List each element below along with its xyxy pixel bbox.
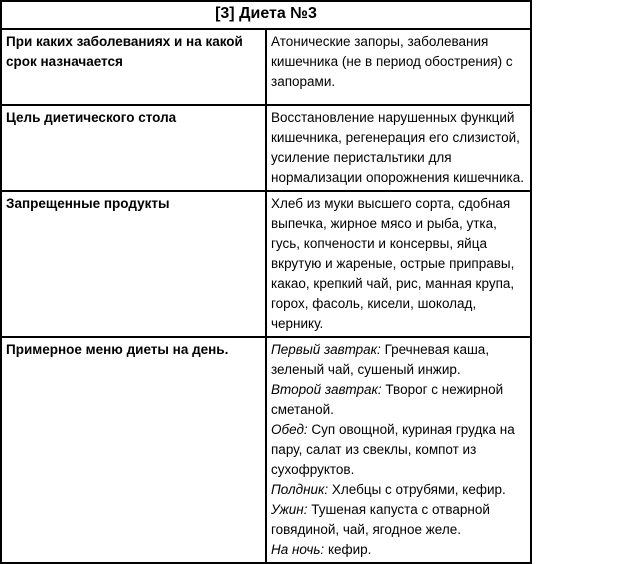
meal-dish: кефир. <box>324 542 372 557</box>
row-label-forbidden: Запрещенные продукты <box>1 191 266 337</box>
table-row <box>1 105 531 191</box>
table-row <box>1 29 531 105</box>
meal-label: Обед: <box>271 422 308 437</box>
menu-item-breakfast-1 <box>271 340 526 380</box>
meal-dish: Тушеная капуста с отварной говядиной, чай, ягодное желе. <box>271 502 490 537</box>
meal-label: Полдник: <box>271 482 329 497</box>
meal-label: Первый завтрак: <box>271 342 381 357</box>
table-row <box>1 337 531 563</box>
row-label-indications: При каких заболеваниях и на какой срок назначается <box>1 29 266 105</box>
meal-dish: Гречневая каша, зеленый чай, сушеный инжир. <box>271 342 490 377</box>
meal-label: На ночь: <box>271 542 325 557</box>
meal-label: Второй завтрак: <box>271 382 382 397</box>
meal-dish: Суп овощной, куриная грудка на пару, салат из свеклы, компот из сухофруктов. <box>271 422 515 477</box>
row-content-menu <box>266 337 531 563</box>
menu-item-snack <box>271 480 526 500</box>
menu-item-lunch <box>271 420 526 480</box>
row-content-indications: Атонические запоры, заболевания кишечника (не в период обострения) с запорами. <box>266 29 531 105</box>
menu-item-breakfast-2 <box>271 380 526 420</box>
menu-item-night <box>271 540 526 560</box>
row-label-menu: Примерное меню диеты на день. <box>1 337 266 563</box>
table-title: [3] Диета №3 <box>1 1 531 29</box>
row-label-goal: Цель диетического стола <box>1 105 266 191</box>
meal-dish: Творог с нежирной сметаной. <box>271 382 504 417</box>
table-row <box>1 191 531 337</box>
meal-dish: Хлебцы с отрубями, кефир. <box>328 482 506 497</box>
row-content-goal: Восстановление нарушенных функций кишечника, регенерация его слизистой, усиление перистальтики для нормализации опорожнения кишечника. <box>266 105 531 191</box>
row-content-forbidden: Хлеб из муки высшего сорта, сдобная выпечка, жирное мясо и рыба, утка, гусь, копчености и консервы, яйца вкрутую и жареные, острые приправы, какао, крепкий чай, рис, манная крупа, горох, фасоль, кисели, шоколад, чернику. <box>266 191 531 337</box>
meal-label: Ужин: <box>271 502 308 517</box>
menu-item-dinner <box>271 500 526 540</box>
